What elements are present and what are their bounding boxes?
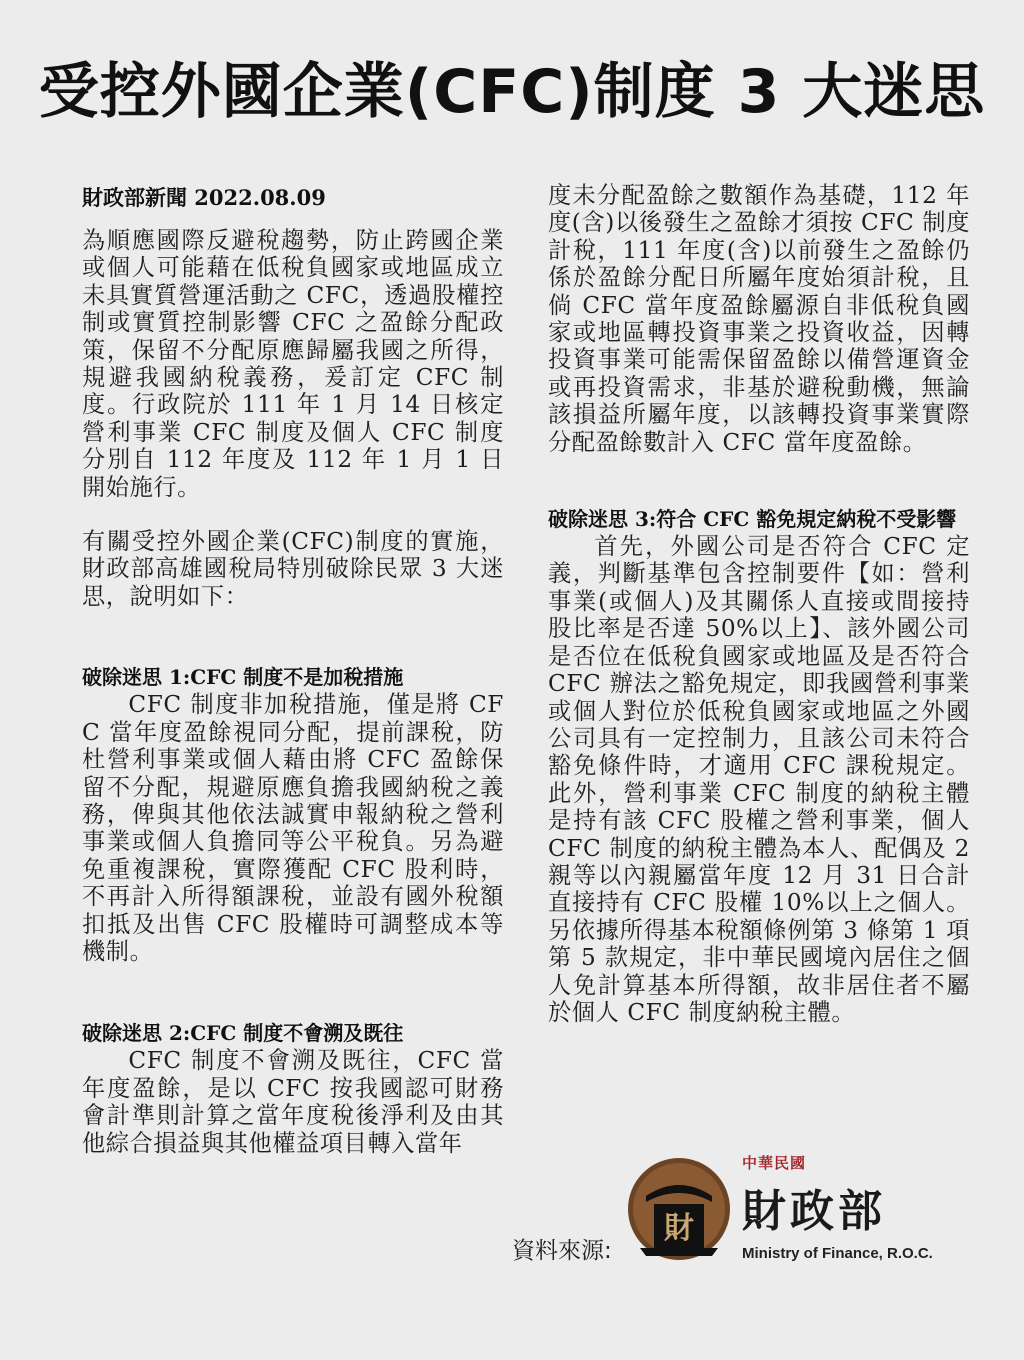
ministry-logo-text	[742, 1152, 933, 1262]
myth2-body-left: CFC 制度不會溯及既往，CFC 當年度盈餘，是以 CFC 按我國認可財務會計準則計算之當年度稅後淨利及由其他綜合損益與其他權益項目轉入當年	[82, 1047, 504, 1157]
left-column	[82, 184, 504, 1157]
intro-paragraph: 為順應國際反避稅趨勢，防止跨國企業或個人可能藉在低稅負國家或地區成立未具實質營運活動之 CFC，透過股權控制或實質控制影響 CFC 之盈餘分配政策，保留不分配原應歸屬我國之所得，規避我國納稅義務，爰訂定 CFC 制度。行政院於 111 年 1 月 14 日核定營利事業 CFC 制度及個人 CFC 制度分別自 112 年度及 112 年 1 月 1 日開始施行。	[82, 227, 504, 501]
myth1-body: CFC 制度非加稅措施，僅是將 CFC 當年度盈餘視同分配，提前課稅，防杜營利事業或個人藉由將 CFC 盈餘保留不分配，規避原應負擔我國納稅之義務，俾與其他依法誠實申報納稅之營利事業或個人負擔同等公平稅負。另為避免重複課稅，實際獲配 CFC 股利時，不再計入所得額課稅，並設有國外稅額扣抵及出售 CFC 股權時可調整成本等機制。	[82, 691, 504, 965]
page-title: 受控外國企業(CFC)制度 3 大迷思	[38, 57, 986, 127]
ministry-emblem-icon	[626, 1156, 732, 1262]
right-column	[548, 182, 970, 1026]
logo-small-text: 中華民國	[742, 1154, 807, 1172]
emblem-character: 財	[664, 1211, 694, 1246]
logo-english-text: Ministry of Finance, R.O.C.	[742, 1245, 933, 1262]
source-label: 資料來源:	[512, 1238, 612, 1264]
logo-big-text: 財政部	[742, 1186, 886, 1237]
intro2-paragraph: 有關受控外國企業(CFC)制度的實施，財政部高雄國稅局特別破除民眾 3 大迷思，說明如下：	[82, 528, 504, 610]
myth1-heading: 破除迷思 1:CFC 制度不是加稅措施	[82, 665, 404, 690]
dateline: 財政部新聞 2022.08.09	[82, 185, 326, 210]
myth3-heading: 破除迷思 3:符合 CFC 豁免規定納稅不受影響	[548, 507, 957, 532]
myth2-heading: 破除迷思 2:CFC 制度不會溯及既往	[82, 1021, 404, 1046]
myth2-body-right: 度未分配盈餘之數額作為基礎，112 年度(含)以後發生之盈餘才須按 CFC 制度計稅，111 年度(含)以前發生之盈餘仍係於盈餘分配日所屬年度始須計稅，且倘 CFC 當年度盈餘屬源自非低稅負國家或地區轉投資事業之投資收益，因轉投資事業可能需保留盈餘以備營運資金或再投資需求，非基於避稅動機，無論該損益所屬年度，以該轉投資事業實際分配盈餘數計入 CFC 當年度盈餘。	[548, 182, 970, 456]
myth3-body: 首先，外國公司是否符合 CFC 定義，判斷基準包含控制要件【如：營利事業(或個人)及其關係人直接或間接持股比率是否達 50%以上】、該外國公司是否位在低稅負國家或地區及是否符合 CFC 辦法之豁免規定，即我國營利事業或個人對位於低稅負國家或地區之外國公司具有一定控制力，且該公司未符合豁免條件時，才適用 CFC 課稅規定。此外，營利事業 CFC 制度的納稅主體是持有該 CFC 股權之營利事業，個人 CFC 制度的納稅主體為本人、配偶及 2 親等以內親屬當年度 12 月 31 日合計直接持有 CFC 股權 10%以上之個人。另依據所得基本稅額條例第 3 條第 1 項第 5 款規定，非中華民國境內居住之個人免計算基本所得額，故非居住者不屬於個人 CFC 制度納稅主體。	[548, 533, 970, 1026]
